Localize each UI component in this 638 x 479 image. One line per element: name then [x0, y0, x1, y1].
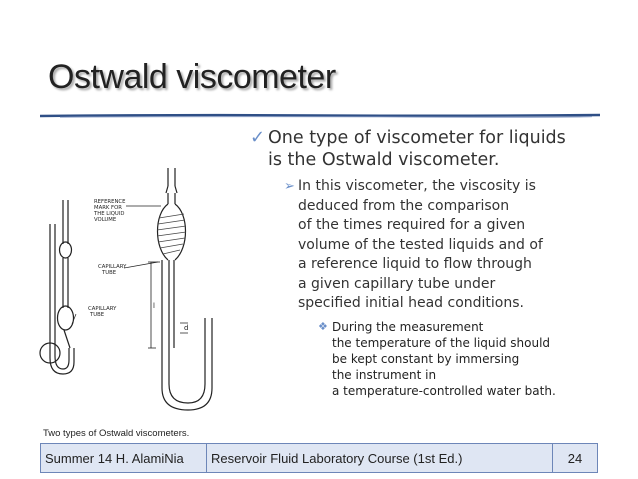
slide-title: Ostwald viscometer: [48, 58, 336, 96]
figure-caption: Two types of Ostwald viscometers.: [43, 428, 190, 439]
bullet1-line: One type of viscometer for liquids: [268, 128, 566, 148]
bullet3-line: be kept constant by immersing: [332, 351, 520, 366]
bullet2-line: specified initial head conditions.: [298, 295, 524, 311]
capillary-right-label: CAPILLARY: [98, 264, 127, 270]
diameter-label: d: [184, 324, 189, 332]
ref-label-line: THE LIQUID: [94, 211, 125, 217]
length-label: l: [153, 302, 155, 310]
capillary-right-leader: [124, 262, 158, 268]
slide-footer: [40, 443, 598, 473]
right-viscometer-drawing: [158, 168, 213, 410]
bullet3-line: a temperature-controlled water bath.: [332, 384, 556, 399]
viscometer-diagram: [28, 148, 238, 420]
arrowhead-icon: ➢: [284, 179, 295, 194]
ref-label-line: MARK FOR: [94, 205, 122, 211]
capillary-left-label: CAPILLARY: [88, 306, 117, 312]
bullet2-line: volume of the tested liquids and of: [298, 236, 543, 253]
bullet2-line: deduced from the comparison: [298, 197, 510, 214]
diamond-bullet-icon: ❖: [318, 319, 328, 333]
ref-label-line: REFERENCE: [94, 199, 126, 205]
ref-label-line: VOLUME: [94, 217, 117, 223]
bullet2-line: In this viscometer, the viscosity is: [298, 178, 536, 194]
footer-author: Summer 14 H. AlamiNia: [41, 444, 207, 472]
bullet-list: [252, 127, 624, 400]
bullet3-line: the temperature of the liquid should: [332, 335, 551, 350]
bullet-level2: [286, 177, 624, 314]
bulb-hatch: [157, 214, 186, 254]
bullet2-line: of the times required for a given: [298, 217, 526, 233]
bullet3-line: During the measurement: [332, 319, 484, 334]
bullet1-line: is the Ostwald viscometer.: [268, 150, 500, 170]
left-viscometer-drawing: [40, 200, 74, 374]
bullet-level1: [252, 127, 624, 171]
checkmark-icon: ✓: [250, 127, 266, 148]
title-underline: [40, 112, 600, 120]
footer-course: Reservoir Fluid Laboratory Course (1st Ed.): [207, 444, 553, 472]
capillary-right-label: TUBE: [102, 270, 117, 276]
footer-page-number: 24: [567, 450, 583, 466]
capillary-left-leader: [72, 314, 76, 324]
bullet2-line: a given capillary tube under: [298, 275, 496, 292]
bullet-level3: [318, 319, 624, 400]
bullet3-line: the instrument in: [332, 368, 437, 383]
capillary-left-label: TUBE: [90, 312, 105, 318]
bullet2-line: a reference liquid to flow through: [298, 256, 532, 272]
